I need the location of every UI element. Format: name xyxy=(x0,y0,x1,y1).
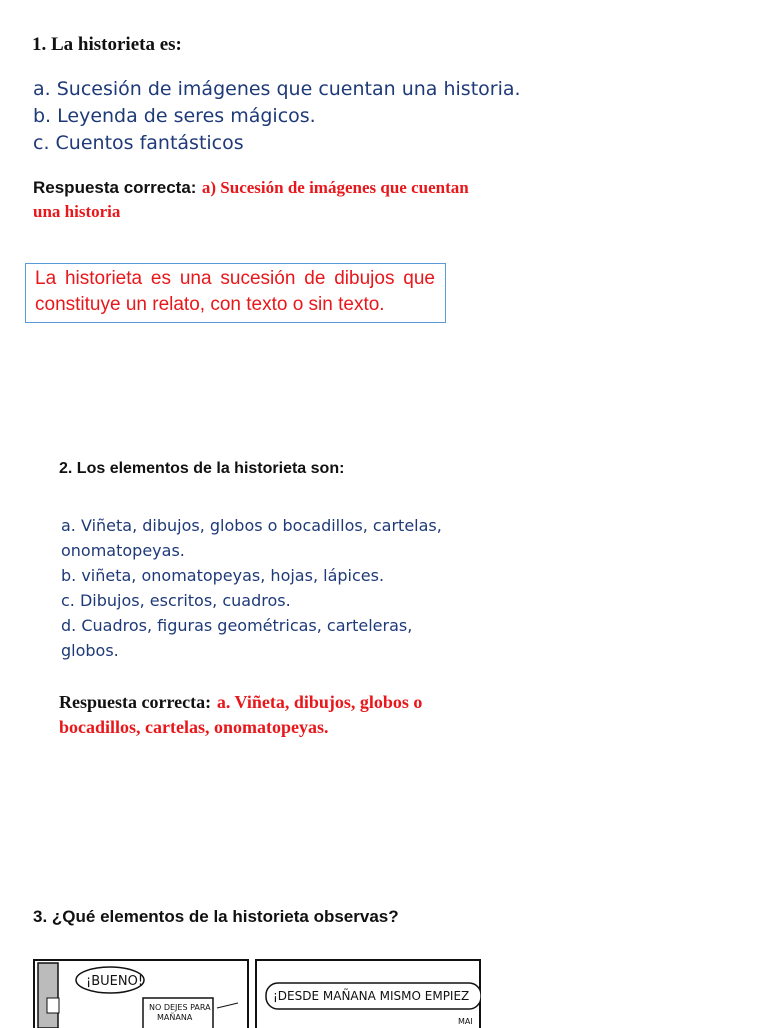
comic-sign-line-2: MAÑANA xyxy=(157,1013,193,1022)
question-1-options xyxy=(33,76,521,157)
comic-wall-icon xyxy=(38,963,58,1028)
comic-strip-image xyxy=(33,958,481,1028)
answer-label: Respuesta correcta: xyxy=(33,178,197,197)
option-c: c. Cuentos fantásticos xyxy=(33,132,244,154)
comic-sign-line-1: NO DEJES PARA xyxy=(149,1003,211,1012)
question-2-title xyxy=(59,460,344,478)
question-2-number: 2. xyxy=(59,460,73,477)
question-2-answer xyxy=(59,690,469,740)
answer-text: a) Sucesión de imágenes que cuentan una historia xyxy=(33,178,469,221)
option-b: b. Leyenda de seres mágicos. xyxy=(33,105,316,127)
option-a: a. Viñeta, dibujos, globos o bocadillos, cartelas, onomatopeyas. xyxy=(61,516,442,560)
option-c: c. Dibujos, escritos, cuadros. xyxy=(61,591,291,610)
question-2-options xyxy=(61,513,461,663)
option-a: a. Sucesión de imágenes que cuentan una historia. xyxy=(33,78,521,100)
speech-balloon-1-text: ¡BUENO! xyxy=(86,974,144,989)
comic-frame-icon xyxy=(47,998,59,1013)
comic-panel-1 xyxy=(34,960,248,1028)
question-1-title: 1. La historieta es: xyxy=(32,34,182,55)
option-d: d. Cuadros, figuras geométricas, carteleras, globos. xyxy=(61,616,413,660)
question-1-answer xyxy=(33,176,473,224)
question-2-text: Los elementos de la historieta son: xyxy=(76,460,345,477)
answer-label: Respuesta correcta: xyxy=(59,692,212,712)
comic-fragment-text: MAI xyxy=(458,1017,473,1026)
speech-balloon-2-text: ¡DESDE MAÑANA MISMO EMPIEZ xyxy=(273,989,470,1003)
option-b: b. viñeta, onomatopeyas, hojas, lápices. xyxy=(61,566,385,585)
definition-box: La historieta es una sucesión de dibujos que constituye un relato, con texto o sin texto. xyxy=(25,263,446,323)
question-3-title: 3. ¿Qué elementos de la historieta observas? xyxy=(33,907,399,926)
answer-text: a. Viñeta, dibujos, globos o bocadillos, cartelas, onomatopeyas. xyxy=(59,692,423,737)
